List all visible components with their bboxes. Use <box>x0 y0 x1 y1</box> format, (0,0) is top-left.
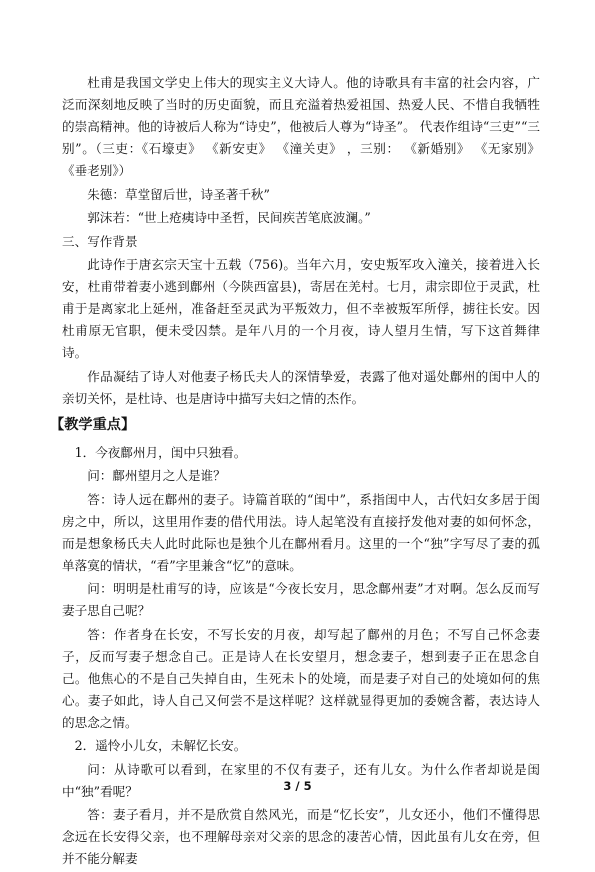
question-1: 问：鄜州望月之人是谁？ <box>87 468 226 483</box>
teaching-focus-heading: 【教学重点】 <box>50 416 136 433</box>
page-content <box>50 72 540 872</box>
background-paragraph: 此诗作于唐玄宗天宝十五载（756)。当年六月，安史叛军攻入潼关，接着进入长安，杜甫带着妻小逃到鄜州（今陕西富县)，寄居在羌村。七月，肃宗即位于灵武，杜甫于是离家北上延州，准备赶至灵武为平叛效力，但不幸被叛军所俘，掳往长安。因杜甫原无官职，便未受囚禁。是年八月的一个月夜，诗人望月生情，写下这首舞律诗。 <box>62 257 540 360</box>
emotion-paragraph: 作品凝结了诗人对他妻子杨氏夫人的深情挚爱，表露了他对遥处鄜州的闺中人的亲切关怀，是杜诗、也是唐诗中描写夫妇之情的杰作。 <box>62 368 540 406</box>
question-2: 问：明明是杜甫写的诗，应该是“今夜长安月，思念鄜州妻”才对啊。怎么反而写妻子思自己呢？ <box>62 581 540 618</box>
page-number: 3 / 5 <box>283 779 312 793</box>
answer-2: 答：作者身在长安，不写长安的月夜，却写起了鄜州的月色；不写自己怀念妻子，反而写妻子想念自己。正是诗人在长安望月，想念妻子，想到妻子正在思念自己。他焦心的不是自己失掉自由，生死未卜的处境，而是妻子对自己的处境如何的焦心。妻子如此，诗人自己又何尝不是这样呢？这样就显得更加的委婉含蓄，表达诗人的思念之情。 <box>62 626 540 730</box>
answer-1: 答：诗人远在鄜州的妻子。诗篇首联的“闺中”，系指闺中人，古代妇女多居于闺房之中，所以，这里用作妻的借代用法。诗人起笔没有直接抒发他对妻的如何怀念，而是想象杨氏夫人此时此际也是独个儿在鄜州看月。这里的一个“独”字写尽了妻的孤单落寞的情状，“看”字里兼含“忆”的意味。 <box>62 491 540 573</box>
section-heading-background: 三、写作背景 <box>62 233 138 249</box>
poem-line-2: 2．遥怜小儿女，未解忆长安。 <box>74 738 247 753</box>
poem-line-1: 1．今夜鄜州月，闺中只独看。 <box>74 444 247 460</box>
author-intro-paragraph: 杜甫是我国文学史上伟大的现实主义大诗人。他的诗歌具有丰富的社会内容，广泛而深刻地反映了当时的历史面貌，而且充溢着热爱祖国、热爱人民、不惜自我牺牲的崇高精神。他的诗被后人称为“诗史”，他被后人尊为“诗圣”。 代表作组诗“三吏”“三别”。（三吏：《石壕吏》 《新安吏》 《潼关吏》 ，三别： 《新婚别》 《无家别》 《垂老别》） <box>62 75 540 178</box>
zhu-de-quote: 朱德：草堂留后世，诗圣著千秋” <box>87 186 270 202</box>
answer-3: 答：妻子看月，并不是欣赏自然风光，而是“忆长安”，儿女还小，他们不懂得思念远在长安得父亲，也不理解母亲对父亲的思念的凄苦心情，因此虽有儿女在旁，但并不能分解妻 <box>62 807 540 866</box>
guo-moruo-quote: 郭沫若：“世上疮痍诗中圣哲，民间疾苦笔底波澜。” <box>87 210 371 225</box>
question-3: 问：从诗歌可以看到，在家里的不仅有妻子，还有儿女。为什么作者却说是闺中“独”看呢？ <box>62 761 540 799</box>
